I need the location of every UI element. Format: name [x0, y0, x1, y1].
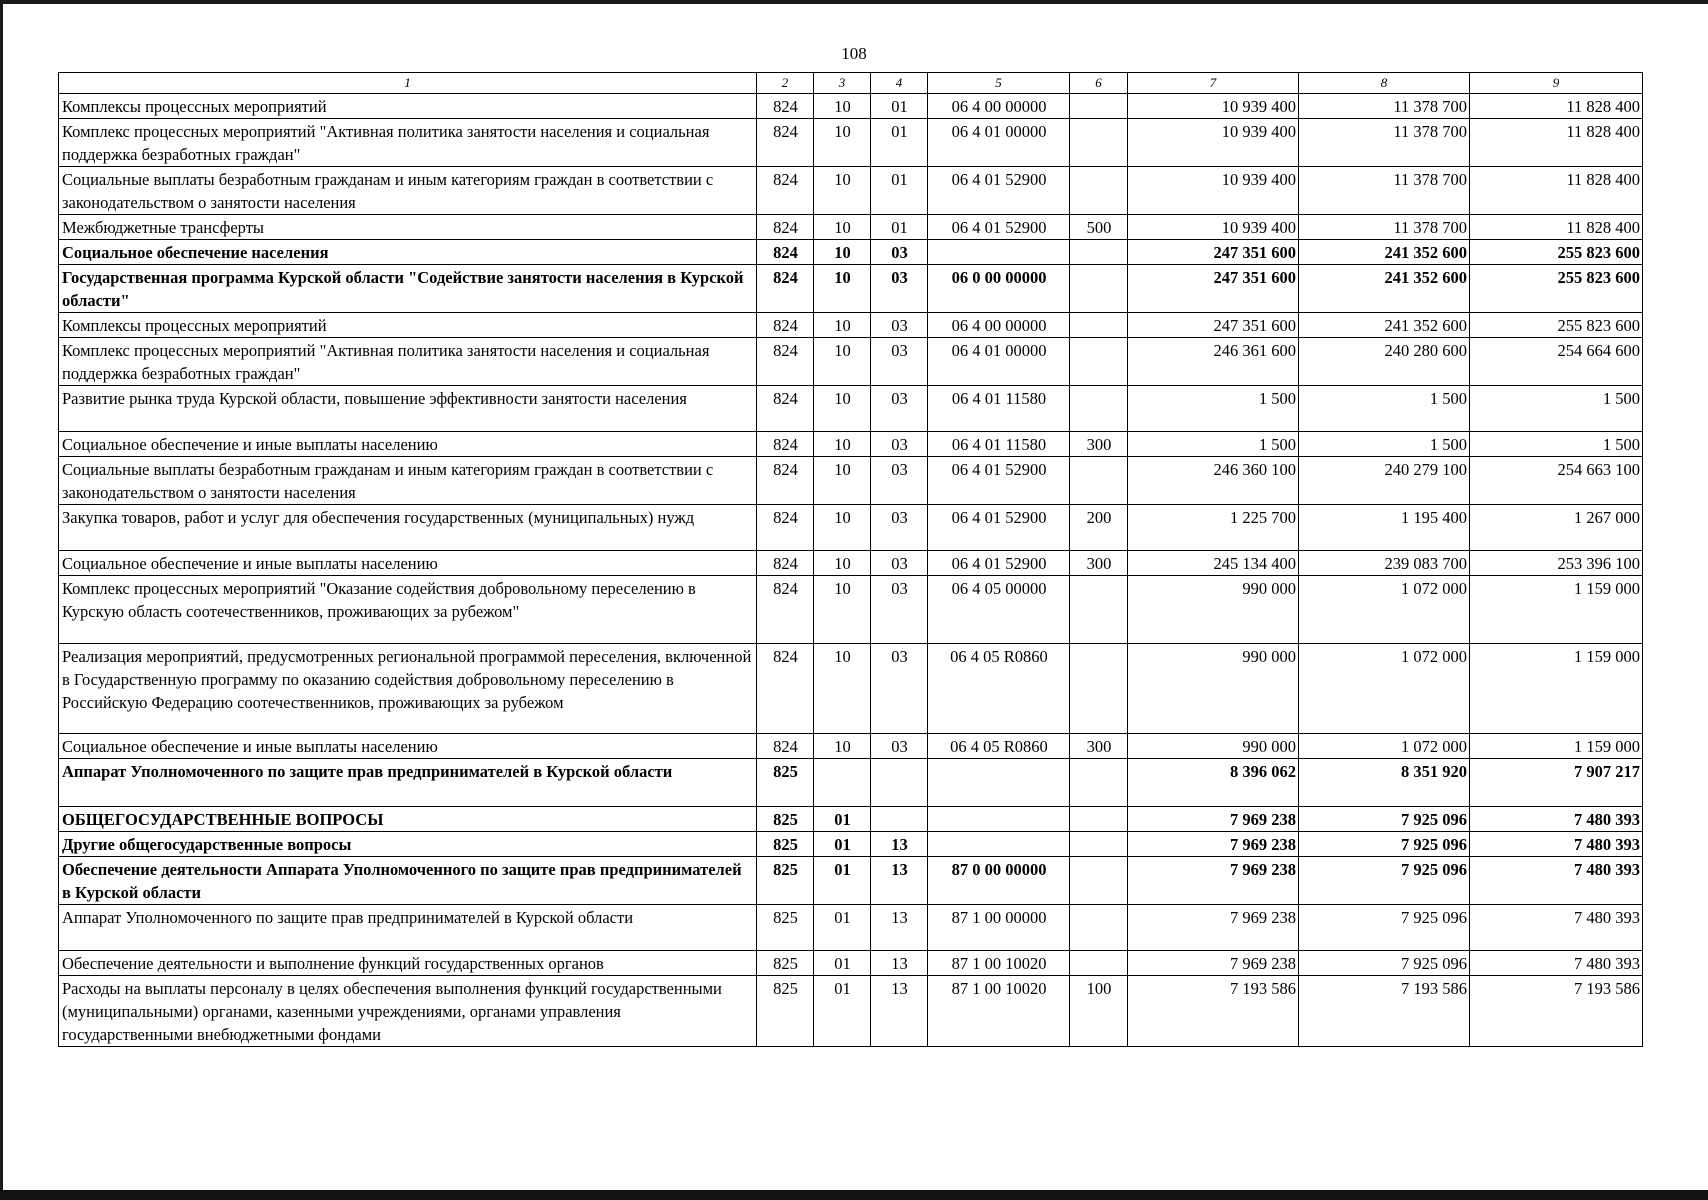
cell-expense-type	[1070, 265, 1128, 313]
cell-amount-year1: 990 000	[1128, 576, 1299, 644]
cell-expense-type	[1070, 338, 1128, 386]
column-header: 5	[928, 73, 1070, 94]
cell-ministry-code: 824	[757, 386, 814, 432]
cell-subsection: 03	[871, 505, 928, 551]
cell-subsection: 03	[871, 313, 928, 338]
cell-amount-year1: 247 351 600	[1128, 265, 1299, 313]
page-number: 108	[841, 44, 867, 63]
table-row	[59, 313, 1643, 338]
table-row	[59, 215, 1643, 240]
row-name: Реализация мероприятий, предусмотренных региональной программой переселения, включенной в Государственную программу по оказанию содействия добровольному переселению в Российскую Федерацию соотечественников, проживающих за рубежом	[59, 644, 757, 734]
row-name: Другие общегосударственные вопросы	[59, 832, 757, 857]
cell-amount-year1: 1 500	[1128, 386, 1299, 432]
cell-amount-year2: 7 925 096	[1299, 832, 1470, 857]
table-row	[59, 857, 1643, 905]
cell-amount-year3: 11 828 400	[1470, 94, 1643, 119]
cell-amount-year3: 7 480 393	[1470, 807, 1643, 832]
cell-target-article: 06 4 01 52900	[928, 215, 1070, 240]
cell-expense-type	[1070, 857, 1128, 905]
table-row	[59, 94, 1643, 119]
cell-subsection: 13	[871, 951, 928, 976]
cell-section: 01	[814, 857, 871, 905]
table-row	[59, 759, 1643, 807]
cell-subsection: 03	[871, 576, 928, 644]
cell-section: 10	[814, 505, 871, 551]
column-header: 7	[1128, 73, 1299, 94]
cell-amount-year2: 241 352 600	[1299, 265, 1470, 313]
cell-subsection: 03	[871, 240, 928, 265]
table-row	[59, 551, 1643, 576]
cell-amount-year3: 7 480 393	[1470, 905, 1643, 951]
cell-amount-year1: 246 360 100	[1128, 457, 1299, 505]
cell-ministry-code: 825	[757, 905, 814, 951]
cell-amount-year1: 10 939 400	[1128, 119, 1299, 167]
cell-target-article: 06 0 00 00000	[928, 265, 1070, 313]
cell-ministry-code: 824	[757, 215, 814, 240]
cell-ministry-code: 824	[757, 734, 814, 759]
cell-ministry-code: 824	[757, 457, 814, 505]
cell-subsection: 01	[871, 215, 928, 240]
cell-amount-year2: 1 072 000	[1299, 734, 1470, 759]
cell-amount-year2: 241 352 600	[1299, 313, 1470, 338]
cell-subsection: 03	[871, 338, 928, 386]
cell-amount-year2: 239 083 700	[1299, 551, 1470, 576]
cell-expense-type: 100	[1070, 976, 1128, 1047]
cell-ministry-code: 824	[757, 94, 814, 119]
cell-amount-year1: 990 000	[1128, 734, 1299, 759]
cell-expense-type	[1070, 94, 1128, 119]
cell-target-article: 06 4 00 00000	[928, 313, 1070, 338]
cell-amount-year1: 990 000	[1128, 644, 1299, 734]
cell-amount-year2: 1 500	[1299, 386, 1470, 432]
row-name: Социальные выплаты безработным гражданам и иным категориям граждан в соответствии с законодательством о занятости населения	[59, 167, 757, 215]
column-header: 6	[1070, 73, 1128, 94]
cell-amount-year1: 246 361 600	[1128, 338, 1299, 386]
row-name: Аппарат Уполномоченного по защите прав предпринимателей в Курской области	[59, 905, 757, 951]
cell-section: 10	[814, 167, 871, 215]
budget-table	[58, 72, 1643, 1047]
cell-ministry-code: 824	[757, 551, 814, 576]
cell-subsection: 13	[871, 976, 928, 1047]
cell-expense-type: 300	[1070, 734, 1128, 759]
table-row	[59, 505, 1643, 551]
table-row	[59, 457, 1643, 505]
cell-subsection: 03	[871, 644, 928, 734]
cell-amount-year3: 1 500	[1470, 432, 1643, 457]
column-header: 2	[757, 73, 814, 94]
cell-section: 10	[814, 265, 871, 313]
table-row	[59, 119, 1643, 167]
column-header: 3	[814, 73, 871, 94]
table-row	[59, 338, 1643, 386]
column-header: 9	[1470, 73, 1643, 94]
cell-section: 01	[814, 905, 871, 951]
table-row	[59, 807, 1643, 832]
cell-amount-year1: 247 351 600	[1128, 240, 1299, 265]
cell-expense-type	[1070, 951, 1128, 976]
row-name: Социальное обеспечение населения	[59, 240, 757, 265]
cell-target-article: 06 4 05 R0860	[928, 644, 1070, 734]
table-row	[59, 832, 1643, 857]
cell-target-article: 06 4 01 11580	[928, 432, 1070, 457]
row-name: Социальное обеспечение и иные выплаты населению	[59, 734, 757, 759]
row-name: Социальное обеспечение и иные выплаты населению	[59, 551, 757, 576]
cell-subsection: 03	[871, 265, 928, 313]
cell-expense-type: 300	[1070, 432, 1128, 457]
table-row	[59, 432, 1643, 457]
cell-ministry-code: 825	[757, 807, 814, 832]
cell-expense-type: 300	[1070, 551, 1128, 576]
cell-target-article	[928, 759, 1070, 807]
cell-amount-year2: 11 378 700	[1299, 94, 1470, 119]
cell-subsection: 03	[871, 457, 928, 505]
cell-subsection	[871, 759, 928, 807]
cell-amount-year1: 10 939 400	[1128, 215, 1299, 240]
cell-expense-type	[1070, 576, 1128, 644]
cell-target-article: 06 4 01 11580	[928, 386, 1070, 432]
row-name: Комплекс процессных мероприятий "Активная политика занятости населения и социальная поддержка безработных граждан"	[59, 338, 757, 386]
cell-section: 10	[814, 551, 871, 576]
column-header: 8	[1299, 73, 1470, 94]
cell-section: 10	[814, 576, 871, 644]
cell-subsection: 13	[871, 857, 928, 905]
cell-target-article: 06 4 01 52900	[928, 457, 1070, 505]
cell-amount-year1: 245 134 400	[1128, 551, 1299, 576]
cell-expense-type	[1070, 119, 1128, 167]
column-number-row	[59, 73, 1643, 94]
cell-ministry-code: 824	[757, 313, 814, 338]
cell-amount-year1: 7 969 238	[1128, 807, 1299, 832]
cell-amount-year3: 7 480 393	[1470, 951, 1643, 976]
row-name: Социальное обеспечение и иные выплаты населению	[59, 432, 757, 457]
cell-ministry-code: 825	[757, 951, 814, 976]
table-row	[59, 265, 1643, 313]
cell-target-article	[928, 240, 1070, 265]
cell-section: 10	[814, 386, 871, 432]
row-name: Обеспечение деятельности Аппарата Уполномоченного по защите прав предпринимателей в Курской области	[59, 857, 757, 905]
cell-amount-year1: 8 396 062	[1128, 759, 1299, 807]
cell-target-article: 06 4 01 00000	[928, 119, 1070, 167]
cell-ministry-code: 824	[757, 119, 814, 167]
cell-subsection: 01	[871, 119, 928, 167]
cell-amount-year3: 1 159 000	[1470, 644, 1643, 734]
table-row	[59, 167, 1643, 215]
cell-expense-type	[1070, 905, 1128, 951]
cell-ministry-code: 825	[757, 857, 814, 905]
table-row	[59, 576, 1643, 644]
cell-target-article	[928, 807, 1070, 832]
cell-target-article: 87 1 00 00000	[928, 905, 1070, 951]
cell-amount-year3: 254 663 100	[1470, 457, 1643, 505]
cell-subsection: 03	[871, 386, 928, 432]
cell-target-article: 06 4 01 52900	[928, 551, 1070, 576]
cell-section: 10	[814, 215, 871, 240]
cell-section: 01	[814, 951, 871, 976]
cell-target-article: 06 4 05 00000	[928, 576, 1070, 644]
cell-amount-year2: 11 378 700	[1299, 167, 1470, 215]
cell-section: 10	[814, 644, 871, 734]
table-row	[59, 905, 1643, 951]
cell-amount-year3: 1 267 000	[1470, 505, 1643, 551]
cell-amount-year3: 7 480 393	[1470, 857, 1643, 905]
cell-target-article: 06 4 01 52900	[928, 505, 1070, 551]
cell-amount-year3: 1 500	[1470, 386, 1643, 432]
cell-amount-year2: 1 072 000	[1299, 576, 1470, 644]
cell-target-article: 87 1 00 10020	[928, 951, 1070, 976]
cell-amount-year3: 11 828 400	[1470, 215, 1643, 240]
table-row	[59, 951, 1643, 976]
cell-amount-year3: 7 907 217	[1470, 759, 1643, 807]
cell-amount-year2: 7 925 096	[1299, 905, 1470, 951]
cell-amount-year2: 7 925 096	[1299, 807, 1470, 832]
cell-ministry-code: 825	[757, 759, 814, 807]
cell-expense-type: 500	[1070, 215, 1128, 240]
table-row	[59, 734, 1643, 759]
cell-amount-year1: 10 939 400	[1128, 94, 1299, 119]
cell-subsection: 13	[871, 832, 928, 857]
row-name: Аппарат Уполномоченного по защите прав предпринимателей в Курской области	[59, 759, 757, 807]
cell-target-article	[928, 832, 1070, 857]
cell-amount-year3: 11 828 400	[1470, 119, 1643, 167]
cell-section: 10	[814, 432, 871, 457]
cell-amount-year2: 1 195 400	[1299, 505, 1470, 551]
cell-section: 10	[814, 94, 871, 119]
cell-section: 10	[814, 457, 871, 505]
row-name: Развитие рынка труда Курской области, повышение эффективности занятости населения	[59, 386, 757, 432]
cell-amount-year1: 10 939 400	[1128, 167, 1299, 215]
cell-expense-type	[1070, 457, 1128, 505]
cell-ministry-code: 825	[757, 832, 814, 857]
cell-section	[814, 759, 871, 807]
cell-amount-year2: 11 378 700	[1299, 119, 1470, 167]
cell-expense-type	[1070, 313, 1128, 338]
cell-amount-year2: 7 925 096	[1299, 857, 1470, 905]
cell-section: 10	[814, 734, 871, 759]
cell-amount-year2: 7 925 096	[1299, 951, 1470, 976]
cell-amount-year1: 247 351 600	[1128, 313, 1299, 338]
cell-expense-type	[1070, 644, 1128, 734]
cell-section: 01	[814, 832, 871, 857]
cell-amount-year3: 1 159 000	[1470, 576, 1643, 644]
cell-amount-year2: 1 500	[1299, 432, 1470, 457]
cell-amount-year2: 8 351 920	[1299, 759, 1470, 807]
cell-expense-type	[1070, 167, 1128, 215]
cell-amount-year2: 240 279 100	[1299, 457, 1470, 505]
cell-ministry-code: 824	[757, 265, 814, 313]
cell-amount-year1: 7 969 238	[1128, 857, 1299, 905]
cell-amount-year1: 7 969 238	[1128, 905, 1299, 951]
cell-section: 01	[814, 976, 871, 1047]
cell-ministry-code: 825	[757, 976, 814, 1047]
cell-amount-year3: 11 828 400	[1470, 167, 1643, 215]
cell-amount-year2: 240 280 600	[1299, 338, 1470, 386]
cell-target-article: 87 1 00 10020	[928, 976, 1070, 1047]
cell-amount-year3: 253 396 100	[1470, 551, 1643, 576]
cell-amount-year2: 1 072 000	[1299, 644, 1470, 734]
column-header: 4	[871, 73, 928, 94]
cell-subsection: 01	[871, 167, 928, 215]
cell-target-article: 06 4 01 00000	[928, 338, 1070, 386]
cell-section: 10	[814, 338, 871, 386]
cell-expense-type	[1070, 759, 1128, 807]
cell-amount-year3: 7 193 586	[1470, 976, 1643, 1047]
table-row	[59, 644, 1643, 734]
cell-expense-type	[1070, 240, 1128, 265]
cell-target-article: 87 0 00 00000	[928, 857, 1070, 905]
cell-amount-year2: 11 378 700	[1299, 215, 1470, 240]
cell-amount-year1: 7 969 238	[1128, 832, 1299, 857]
cell-amount-year3: 255 823 600	[1470, 265, 1643, 313]
cell-ministry-code: 824	[757, 644, 814, 734]
scan-edge-left	[0, 0, 3, 1200]
cell-subsection: 03	[871, 551, 928, 576]
cell-amount-year1: 1 225 700	[1128, 505, 1299, 551]
cell-subsection	[871, 807, 928, 832]
row-name: ОБЩЕГОСУДАРСТВЕННЫЕ ВОПРОСЫ	[59, 807, 757, 832]
cell-subsection: 13	[871, 905, 928, 951]
cell-subsection: 01	[871, 94, 928, 119]
row-name: Комплекс процессных мероприятий "Активная политика занятости населения и социальная поддержка безработных граждан"	[59, 119, 757, 167]
cell-section: 01	[814, 807, 871, 832]
cell-amount-year3: 255 823 600	[1470, 313, 1643, 338]
cell-section: 10	[814, 240, 871, 265]
cell-ministry-code: 824	[757, 338, 814, 386]
cell-expense-type	[1070, 807, 1128, 832]
cell-section: 10	[814, 119, 871, 167]
cell-amount-year3: 254 664 600	[1470, 338, 1643, 386]
scan-edge-bottom	[0, 1190, 1708, 1200]
cell-expense-type	[1070, 386, 1128, 432]
row-name: Государственная программа Курской области "Содействие занятости населения в Курской области"	[59, 265, 757, 313]
row-name: Обеспечение деятельности и выполнение функций государственных органов	[59, 951, 757, 976]
cell-amount-year1: 7 193 586	[1128, 976, 1299, 1047]
cell-amount-year2: 7 193 586	[1299, 976, 1470, 1047]
cell-ministry-code: 824	[757, 505, 814, 551]
cell-expense-type	[1070, 832, 1128, 857]
row-name: Комплексы процессных мероприятий	[59, 94, 757, 119]
cell-target-article: 06 4 05 R0860	[928, 734, 1070, 759]
cell-section: 10	[814, 313, 871, 338]
cell-amount-year1: 1 500	[1128, 432, 1299, 457]
row-name: Закупка товаров, работ и услуг для обеспечения государственных (муниципальных) нужд	[59, 505, 757, 551]
row-name: Межбюджетные трансферты	[59, 215, 757, 240]
table-row	[59, 386, 1643, 432]
cell-amount-year3: 1 159 000	[1470, 734, 1643, 759]
cell-ministry-code: 824	[757, 167, 814, 215]
table-row	[59, 976, 1643, 1047]
row-name: Комплекс процессных мероприятий "Оказание содействия добровольному переселению в Курскую область соотечественников, проживающих за рубежом"	[59, 576, 757, 644]
cell-amount-year3: 7 480 393	[1470, 832, 1643, 857]
cell-target-article: 06 4 00 00000	[928, 94, 1070, 119]
table-row	[59, 240, 1643, 265]
cell-amount-year2: 241 352 600	[1299, 240, 1470, 265]
row-name: Расходы на выплаты персоналу в целях обеспечения выполнения функций государственными (муниципальными) органами, казенными учреждениями, органами управления государственными внебюджетными фондами	[59, 976, 757, 1047]
cell-ministry-code: 824	[757, 432, 814, 457]
cell-ministry-code: 824	[757, 240, 814, 265]
cell-expense-type: 200	[1070, 505, 1128, 551]
cell-subsection: 03	[871, 432, 928, 457]
cell-subsection: 03	[871, 734, 928, 759]
scan-edge-top	[0, 0, 1708, 4]
cell-ministry-code: 824	[757, 576, 814, 644]
row-name: Комплексы процессных мероприятий	[59, 313, 757, 338]
cell-amount-year1: 7 969 238	[1128, 951, 1299, 976]
cell-amount-year3: 255 823 600	[1470, 240, 1643, 265]
row-name: Социальные выплаты безработным гражданам и иным категориям граждан в соответствии с законодательством о занятости населения	[59, 457, 757, 505]
column-header: 1	[59, 73, 757, 94]
cell-target-article: 06 4 01 52900	[928, 167, 1070, 215]
